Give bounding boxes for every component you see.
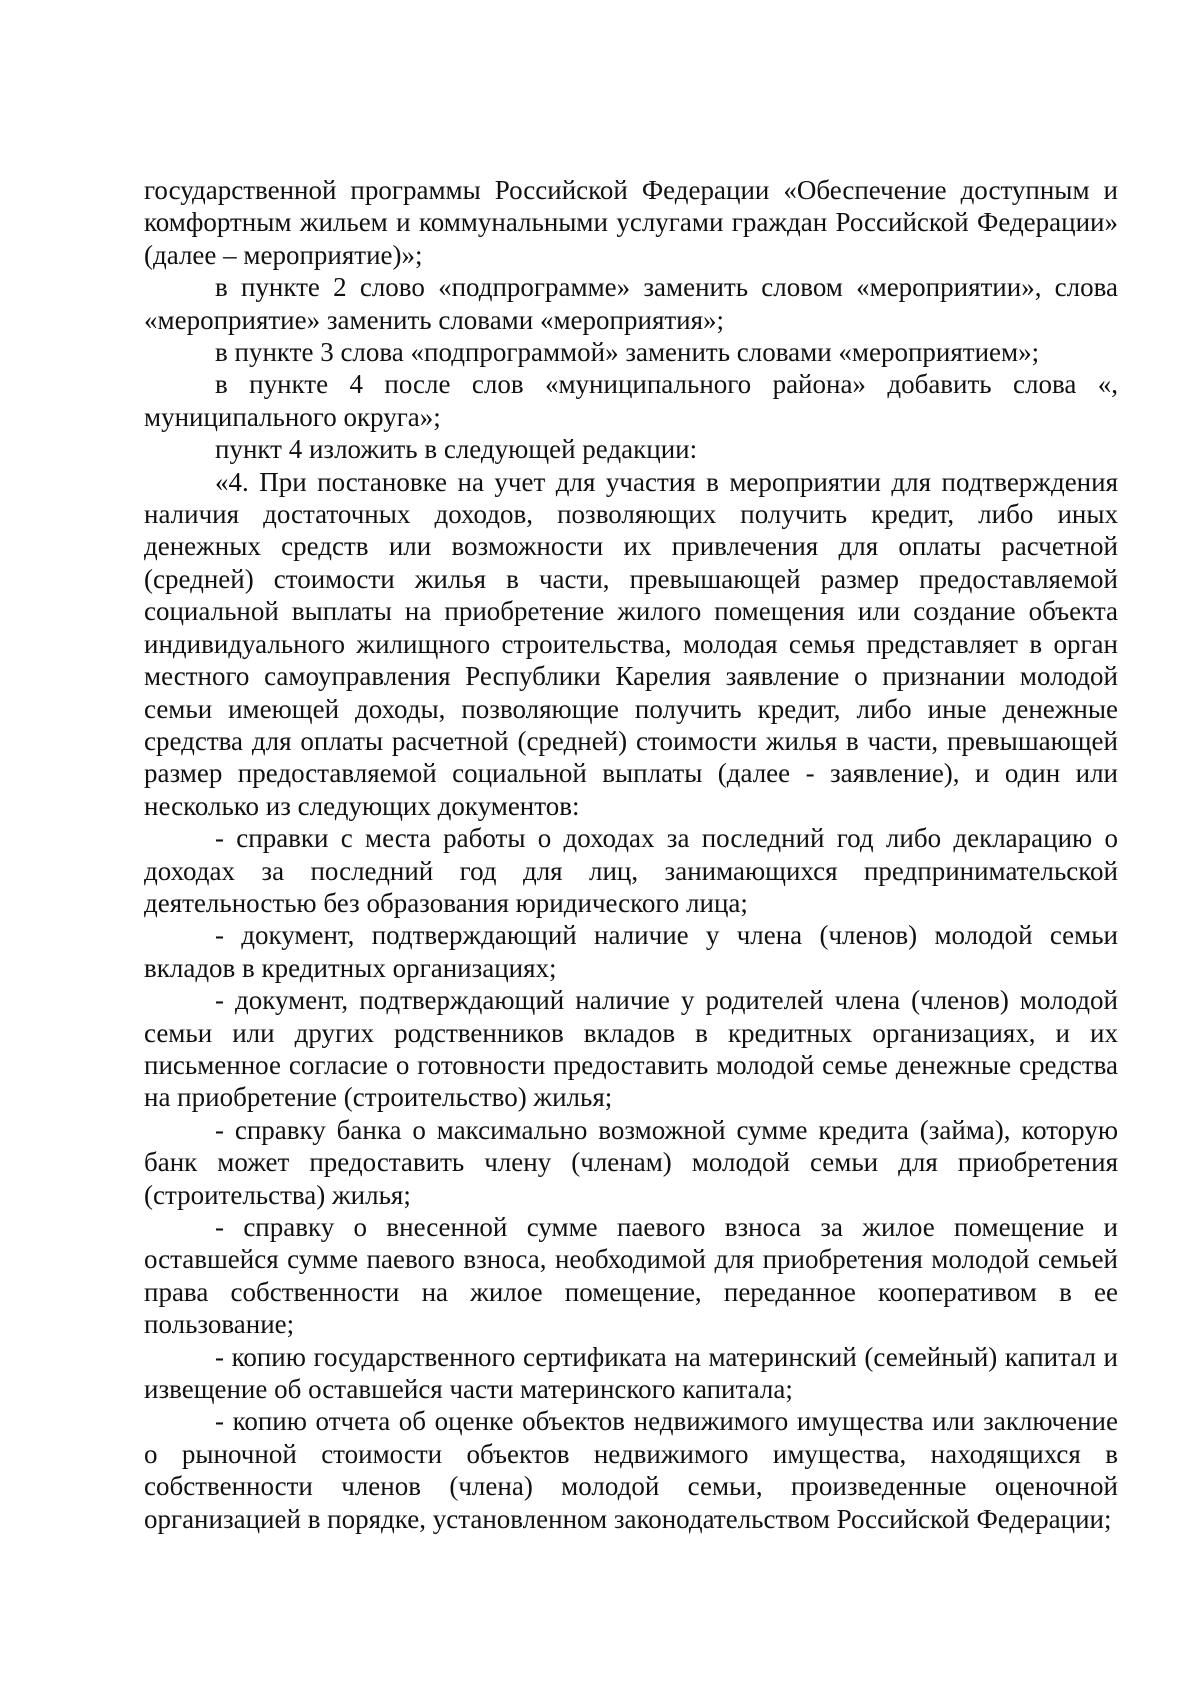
- document-body: [144, 174, 1118, 1535]
- paragraph-10: - справку о внесенной сумме паевого взноса за жилое помещение и оставшейся сумме паевого взноса, необходимой для приобретения молодой семьей права собственности на жилое помещение, переданное кооперативом в ее пользование;: [144, 1212, 1118, 1340]
- paragraph-4: пункт 4 изложить в следующей редакции:: [215, 434, 698, 465]
- paragraph-0: государственной программы Российской Федерации «Обеспечение доступным и комфортным жильем и коммунальными услугами граждан Российской Федерации» (далее – мероприятие)»;: [144, 175, 1118, 270]
- paragraph-11: - копию государственного сертификата на материнский (семейный) капитал и извещение об оставшейся части материнского капитала;: [144, 1341, 1118, 1405]
- paragraph-7: - документ, подтверждающий наличие у члена (членов) молодой семьи вкладов в кредитных организациях;: [144, 920, 1118, 983]
- paragraph-8: - документ, подтверждающий наличие у родителей члена (членов) молодой семьи или других родственников вкладов в кредитных организациях, и их письменное согласие о готовности предоставить молодой семье денежные средства на приобретение (строительство) жилья;: [144, 985, 1118, 1113]
- paragraph-2: в пункте 3 слова «подпрограммой» заменить словами «мероприятием»;: [215, 337, 1040, 368]
- paragraph-5: «4. При постановке на учет для участия в мероприятии для подтверждения наличия достаточных доходов, позволяющих получить кредит, либо иных денежных средств или возможности их привлечения для оплаты расчетной (средней) стоимости жилья в части, превышающей размер предоставляемой социальной выплаты на приобретение жилого помещения или создание объекта индивидуального жилищного строительства, молодая семья представляет в орган местного самоуправления Республики Карелия заявление о признании молодой семьи имеющей доходы, позволяющие получить кредит, либо иные денежные средства для оплаты расчетной (средней) стоимости жилья в части, превышающей размер предоставляемой социальной выплаты (далее - заявление), и один или несколько из следующих документов:: [144, 466, 1118, 821]
- paragraph-6: - справки с места работы о доходах за последний год либо декларацию о доходах за последний год для лиц, занимающихся предпринимательской деятельностью без образования юридического лица;: [144, 823, 1118, 918]
- paragraph-9: - справку банка о максимально возможной сумме кредита (займа), которую банк может предоставить члену (членам) молодой семьи для приобретения (строительства) жилья;: [144, 1114, 1118, 1210]
- paragraph-1: в пункте 2 слово «подпрограмме» заменить словом «мероприятии», слова «мероприятие» заменить словами «мероприятия»;: [144, 272, 1118, 335]
- paragraph-12: - копию отчета об оценке объектов недвижимого имущества или заключение о рыночной стоимости объектов недвижимого имущества, находящихся в собственности членов (члена) молодой семьи, произведенные оценочной организацией в порядке, установленном законодательством Российской Федерации;: [144, 1406, 1118, 1534]
- paragraph-3: в пункте 4 после слов «муниципального района» добавить слова «, муниципального округа»;: [144, 369, 1118, 432]
